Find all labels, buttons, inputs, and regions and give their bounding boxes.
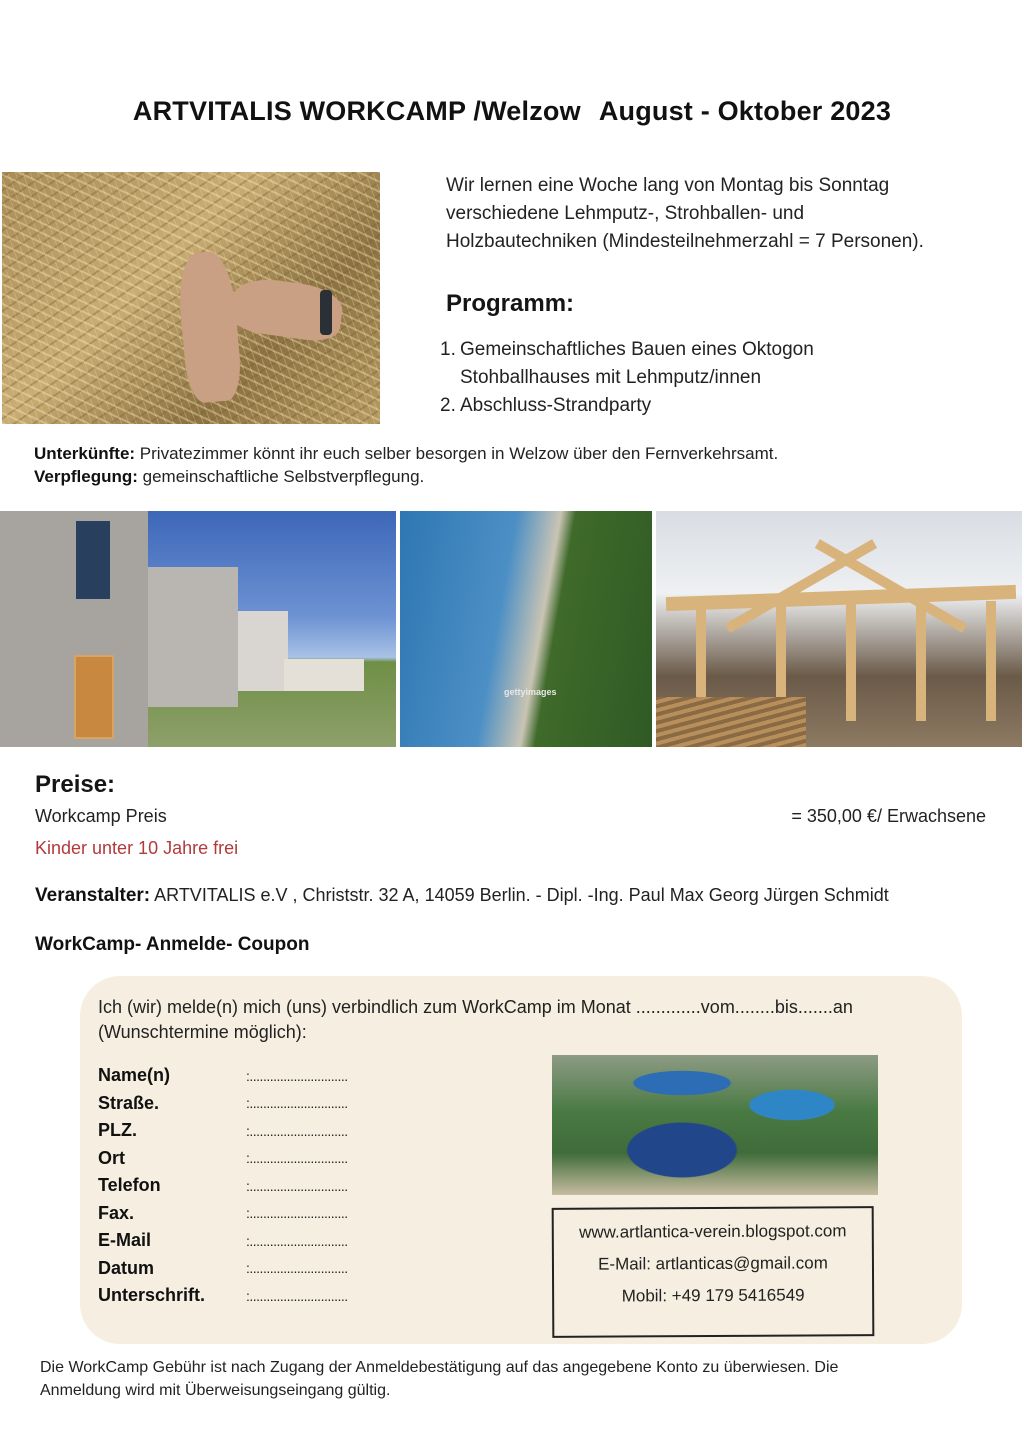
- registration-form: [98, 1062, 348, 1310]
- beam: [815, 539, 967, 633]
- programm-list: [440, 336, 1000, 420]
- intro-line: verschiedene Lehmputz-, Strohballen- und: [446, 203, 805, 224]
- item-number: 2.: [440, 395, 456, 416]
- straw-bale-hands-photo: [2, 172, 380, 424]
- form-row-email[interactable]: [98, 1227, 348, 1255]
- contact-email[interactable]: E-Mail: artlanticas@gmail.com: [597, 1253, 828, 1274]
- footer-line: Die WorkCamp Gebühr ist nach Zugang der Anmeldebestätigung auf das angegebene Konto zu überwiesen. Die: [40, 1359, 839, 1376]
- city-field[interactable]: :.............................: [246, 1150, 348, 1167]
- fax-field[interactable]: :.............................: [246, 1205, 348, 1222]
- form-row-zip[interactable]: [98, 1117, 348, 1145]
- programm-item: [440, 392, 1000, 420]
- item-text: Gemeinschaftliches Bauen eines Oktogon Stohballhauses mit Lehmputz/innen: [460, 339, 814, 388]
- house-wall: [238, 611, 288, 691]
- date-field[interactable]: :.............................: [246, 1260, 348, 1277]
- form-row-phone[interactable]: [98, 1172, 348, 1200]
- field-label: E-Mail: [98, 1230, 152, 1251]
- contact-mobile: Mobil: +49 179 5416549: [621, 1285, 805, 1306]
- title-dates: August - Oktober 2023: [598, 96, 892, 126]
- house-wall: [148, 567, 238, 707]
- post: [916, 601, 926, 721]
- declaration-line: Ich (wir) melde(n) mich (uns) verbindlich zum WorkCamp im Monat .............vom........bis.......an: [98, 997, 853, 1017]
- lumber-pile: [656, 697, 806, 747]
- prices-heading: Preise:: [35, 771, 116, 798]
- accommodation-line: Unterkünfte: Privatezimmer könnt ihr euch selber besorgen in Welzow über den Fernverkehrsamt.: [34, 444, 779, 463]
- intro-line: Holzbautechniken (Mindesteilnehmerzahl = 7 Personen).: [446, 231, 924, 252]
- phone-field[interactable]: :.............................: [246, 1177, 348, 1194]
- contact-box: [552, 1206, 875, 1338]
- wristband: [320, 290, 332, 335]
- form-row-date[interactable]: [98, 1255, 348, 1283]
- email-field[interactable]: :.............................: [246, 1232, 348, 1249]
- houses-rendering: [0, 511, 396, 747]
- field-label: Ort: [98, 1147, 125, 1168]
- catering-line: Verpflegung: gemeinschaftliche Selbstverpflegung.: [34, 467, 425, 486]
- kids-free-note: Kinder unter 10 Jahre frei: [35, 838, 239, 858]
- declaration-line: (Wunschtermine möglich):: [98, 1022, 307, 1042]
- form-row-name[interactable]: [98, 1062, 348, 1090]
- organizer-line: Veranstalter: ARTVITALIS e.V , Christstr. 32 A, 14059 Berlin. - Dipl. -Ing. Paul Max Georg Jürgen Schmidt: [35, 885, 889, 906]
- beam: [666, 585, 1016, 611]
- form-row-signature[interactable]: [98, 1282, 348, 1310]
- street-field[interactable]: :.............................: [246, 1095, 348, 1112]
- hand-shape: [176, 250, 244, 404]
- payment-note: [40, 1356, 1000, 1402]
- coupon-title: WorkCamp- Anmelde- Coupon: [35, 934, 310, 955]
- coupon-declaration: [98, 995, 958, 1045]
- logistics-info: [34, 442, 994, 488]
- field-label: Straße.: [98, 1092, 160, 1113]
- field-label: Datum: [98, 1257, 155, 1278]
- programm-heading: Programm:: [446, 290, 575, 317]
- field-label: Telefon: [98, 1175, 161, 1196]
- zip-field[interactable]: :.............................: [246, 1122, 348, 1139]
- window: [76, 521, 110, 599]
- price-value: = 350,00 €/ Erwachsene: [791, 806, 986, 826]
- field-label: Fax.: [98, 1202, 135, 1223]
- intro-text: [446, 172, 1016, 256]
- field-label: Unterschrift.: [98, 1285, 206, 1306]
- programm-item: [440, 336, 1000, 392]
- footer-line: Anmeldung wird mit Überweisungseingang gültig.: [40, 1382, 391, 1399]
- signature-field[interactable]: :.............................: [246, 1287, 348, 1304]
- field-label: Name(n): [98, 1065, 171, 1086]
- form-row-fax[interactable]: [98, 1200, 348, 1228]
- page-title: [0, 96, 1024, 127]
- name-field[interactable]: :.............................: [246, 1067, 348, 1084]
- house-wall: [284, 659, 364, 691]
- website-link[interactable]: www.artlantica-verein.blogspot.com: [579, 1221, 847, 1242]
- door: [74, 655, 114, 739]
- title-main: ARTVITALIS WORKCAMP /Welzow: [132, 96, 581, 126]
- post: [846, 601, 856, 721]
- post: [986, 601, 996, 721]
- price-label: Workcamp Preis: [35, 806, 167, 826]
- octagon-timber-frame-photo: [656, 511, 1022, 747]
- item-text: Abschluss-Strandparty: [460, 395, 652, 416]
- lake-landscape-photo: [552, 1055, 878, 1195]
- field-label: PLZ.: [98, 1120, 137, 1141]
- form-row-street[interactable]: [98, 1090, 348, 1118]
- lake-aerial-photo: [400, 511, 652, 747]
- form-row-city[interactable]: [98, 1145, 348, 1173]
- intro-line: Wir lernen eine Woche lang von Montag bis Sonntag: [446, 175, 890, 196]
- item-number: 1.: [440, 339, 456, 360]
- watermark: gettyimages: [504, 687, 557, 697]
